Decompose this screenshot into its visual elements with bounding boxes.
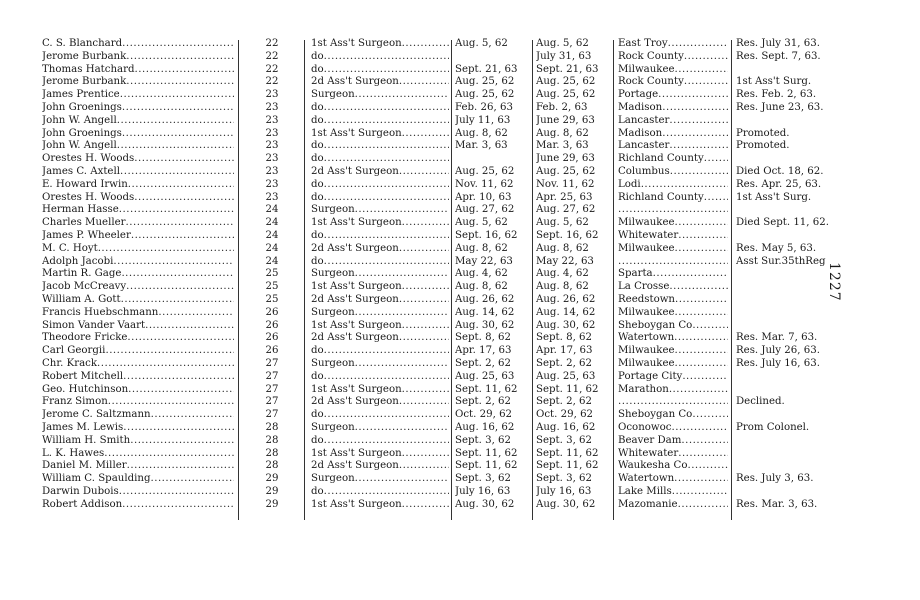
table-row xyxy=(0,422,920,435)
remarks: Asst Sur.35thReg xyxy=(736,255,826,267)
commission-date: July 11, 63 xyxy=(455,114,511,126)
officer-name: William A. Gott ..... xyxy=(42,294,234,307)
officer-name: Theodore Fricke ..... xyxy=(42,332,234,345)
page-number: 1227 xyxy=(826,262,842,302)
remarks: Res. Mar. 7, 63. xyxy=(736,332,818,344)
commission-date: Aug. 30, 62 xyxy=(455,498,515,510)
regiment-number: 23 xyxy=(265,127,279,139)
officer-name: Adolph Jacobi ..... xyxy=(42,256,234,269)
rank: 2d Ass't Surgeon ..... xyxy=(311,294,449,307)
rank: Surgeon ..... xyxy=(311,473,449,486)
table-row xyxy=(0,396,920,409)
residence: East Troy ..... xyxy=(618,38,728,51)
remarks: Declined. xyxy=(736,396,785,408)
remarks: Res. July 3, 63. xyxy=(736,473,814,485)
muster-date: July 31, 63 xyxy=(536,50,592,62)
commission-date: Apr. 10, 63 xyxy=(455,191,512,203)
officer-name: Jerome Burbank ..... xyxy=(42,76,234,89)
table-row xyxy=(0,140,920,153)
regiment-number: 24 xyxy=(265,229,279,241)
table-row xyxy=(0,230,920,243)
regiment-number: 29 xyxy=(265,498,279,510)
residence: Lancaster ..... xyxy=(618,115,728,128)
officer-name: Geo. Hutchinson ..... xyxy=(42,384,234,397)
commission-date: Aug. 30, 62 xyxy=(455,319,515,331)
remarks: Died Oct. 18, 62. xyxy=(736,165,824,177)
residence xyxy=(618,256,728,269)
muster-date: Sept. 16, 62 xyxy=(536,229,599,241)
residence: Richland County ..... xyxy=(618,192,728,205)
rank: do ..... xyxy=(311,102,449,115)
commission-date: Apr. 17, 63 xyxy=(455,345,512,357)
officer-name: Robert Mitchell ..... xyxy=(42,371,234,384)
residence: Milwaukee ..... xyxy=(618,307,728,320)
regiment-number: 24 xyxy=(265,217,279,229)
table-row xyxy=(0,345,920,358)
residence: Marathon ..... xyxy=(618,384,728,397)
residence: Milwaukee ..... xyxy=(618,64,728,77)
remarks: Res. July 16, 63. xyxy=(736,357,820,369)
officer-name: William C. Spaulding ..... xyxy=(42,473,234,486)
commission-date: Sept. 8, 62 xyxy=(455,332,512,344)
commission-date: Sept. 3, 62 xyxy=(455,434,512,446)
regiment-number: 26 xyxy=(265,345,279,357)
muster-date: Aug. 25, 62 xyxy=(536,165,596,177)
muster-date: Apr. 25, 63 xyxy=(536,191,593,203)
residence: Portage ..... xyxy=(618,89,728,102)
residence: Milwaukee ..... xyxy=(618,345,728,358)
rank: Surgeon ..... xyxy=(311,268,449,281)
residence: Portage City ..... xyxy=(618,371,728,384)
officer-name: L. K. Hawes ..... xyxy=(42,448,234,461)
remarks: Res. July 26, 63. xyxy=(736,345,820,357)
table-row xyxy=(0,281,920,294)
officer-name: John W. Angell ..... xyxy=(42,115,234,128)
table-row xyxy=(0,268,920,281)
remarks: Res. June 23, 63. xyxy=(736,101,824,113)
officer-name: William H. Smith ..... xyxy=(42,435,234,448)
table-row xyxy=(0,64,920,77)
remarks: Res. May 5, 63. xyxy=(736,242,817,254)
officer-name: Thomas Hatchard ..... xyxy=(42,64,234,77)
residence: Rock County ..... xyxy=(618,76,728,89)
rank: 1st Ass't Surgeon ..... xyxy=(311,448,449,461)
remarks: Res. July 31, 63. xyxy=(736,38,820,49)
commission-date: Aug. 25, 62 xyxy=(455,165,515,177)
commission-date: Sept. 11, 62 xyxy=(455,447,518,459)
residence: Rock County ..... xyxy=(618,51,728,64)
rank: do ..... xyxy=(311,230,449,243)
rank: do ..... xyxy=(311,64,449,77)
residence: Richland County ..... xyxy=(618,153,728,166)
table-row xyxy=(0,460,920,473)
regiment-number: 26 xyxy=(265,332,279,344)
commission-date: July 16, 63 xyxy=(455,485,511,497)
commission-date: May 22, 63 xyxy=(455,255,513,267)
commission-date: Aug. 5, 62 xyxy=(455,38,508,49)
remarks: 1st Ass't Surg. xyxy=(736,76,812,88)
commission-date: Sept. 11, 62 xyxy=(455,383,518,395)
regiment-number: 23 xyxy=(265,178,279,190)
residence: Milwaukee ..... xyxy=(618,243,728,256)
remarks: Res. Feb. 2, 63. xyxy=(736,89,817,101)
regiment-number: 28 xyxy=(265,434,279,446)
commission-date: Feb. 26, 63 xyxy=(455,101,513,113)
commission-date: Sept. 2, 62 xyxy=(455,396,512,408)
residence xyxy=(618,204,728,217)
residence: Lake Mills ..... xyxy=(618,486,728,499)
table-row xyxy=(0,76,920,89)
regiment-number: 24 xyxy=(265,242,279,254)
muster-date: Aug. 5, 62 xyxy=(536,217,589,229)
remarks: Res. Apr. 25, 63. xyxy=(736,178,822,190)
regiment-number: 25 xyxy=(265,268,279,280)
remarks: Died Sept. 11, 62. xyxy=(736,217,829,229)
muster-date: June 29, 63 xyxy=(536,114,595,126)
commission-date: Aug. 4, 62 xyxy=(455,268,508,280)
officer-name: Jacob McCreavy ..... xyxy=(42,281,234,294)
commission-date: Aug. 8, 62 xyxy=(455,281,508,293)
table-row xyxy=(0,115,920,128)
regiment-number: 29 xyxy=(265,485,279,497)
rank: do ..... xyxy=(311,371,449,384)
muster-date: Aug. 26, 62 xyxy=(536,293,596,305)
officer-name: C. S. Blanchard ..... xyxy=(42,38,234,51)
table-row xyxy=(0,409,920,422)
table-row xyxy=(0,384,920,397)
muster-date: Nov. 11, 62 xyxy=(536,178,595,190)
commission-date: Sept. 21, 63 xyxy=(455,63,518,75)
rank: 1st Ass't Surgeon ..... xyxy=(311,128,449,141)
commission-date: Aug. 14, 62 xyxy=(455,306,515,318)
rank: 2d Ass't Surgeon ..... xyxy=(311,460,449,473)
regiment-number: 28 xyxy=(265,421,279,433)
commission-date: Aug. 8, 62 xyxy=(455,242,508,254)
remarks: Res. Sept. 7, 63. xyxy=(736,50,821,62)
muster-date: Sept. 8, 62 xyxy=(536,332,593,344)
residence: Beaver Dam ..... xyxy=(618,435,728,448)
regiment-number: 28 xyxy=(265,460,279,472)
rank: Surgeon ..... xyxy=(311,358,449,371)
muster-date: Aug. 8, 62 xyxy=(536,281,589,293)
muster-date: Aug. 25, 63 xyxy=(536,370,596,382)
residence: Reedstown ..... xyxy=(618,294,728,307)
residence: Watertown ..... xyxy=(618,473,728,486)
commission-date: Sept. 2, 62 xyxy=(455,357,512,369)
regiment-number: 29 xyxy=(265,473,279,485)
muster-date: Aug. 16, 62 xyxy=(536,421,596,433)
table-row xyxy=(0,166,920,179)
commission-date: Aug. 25, 62 xyxy=(455,89,515,101)
regiment-number: 26 xyxy=(265,319,279,331)
table-row xyxy=(0,435,920,448)
residence: Waukesha Co ..... xyxy=(618,460,728,473)
remarks: 1st Ass't Surg. xyxy=(736,191,812,203)
officer-name: Franz Simon ..... xyxy=(42,396,234,409)
muster-date: Sept. 11, 62 xyxy=(536,383,599,395)
muster-date: Aug. 5, 62 xyxy=(536,38,589,49)
muster-date: Sept. 11, 62 xyxy=(536,447,599,459)
table-row xyxy=(0,128,920,141)
residence: Sheboygan Co ..... xyxy=(618,320,728,333)
commission-date: Aug. 25, 63 xyxy=(455,370,515,382)
table-row xyxy=(0,332,920,345)
table-row xyxy=(0,204,920,217)
table-row xyxy=(0,179,920,192)
residence: Madison ..... xyxy=(618,102,728,115)
officer-name: M. C. Hoyt ..... xyxy=(42,243,234,256)
residence: Sheboygan Co ..... xyxy=(618,409,728,422)
officer-name: Herman Hasse ..... xyxy=(42,204,234,217)
rank: 1st Ass't Surgeon ..... xyxy=(311,217,449,230)
muster-date: Sept. 21, 63 xyxy=(536,63,599,75)
muster-date: Feb. 2, 63 xyxy=(536,101,588,113)
regiment-number: 22 xyxy=(265,76,279,88)
regiment-number: 27 xyxy=(265,370,279,382)
officer-name: Jerome Burbank ..... xyxy=(42,51,234,64)
muster-date: Apr. 17, 63 xyxy=(536,345,593,357)
officer-name: John Groenings ..... xyxy=(42,102,234,115)
commission-date: Sept. 11, 62 xyxy=(455,460,518,472)
regiment-number: 23 xyxy=(265,153,279,165)
muster-date: May 22, 63 xyxy=(536,255,594,267)
muster-date: Aug. 25, 62 xyxy=(536,76,596,88)
table-row xyxy=(0,358,920,371)
regiment-number: 26 xyxy=(265,306,279,318)
residence: Madison ..... xyxy=(618,128,728,141)
table-row xyxy=(0,243,920,256)
officer-name: Francis Huebschmann ..... xyxy=(42,307,234,320)
rank: do ..... xyxy=(311,409,449,422)
officer-name: Martin R. Gage ..... xyxy=(42,268,234,281)
rank: Surgeon ..... xyxy=(311,422,449,435)
officer-name: Orestes H. Woods ..... xyxy=(42,192,234,205)
officer-name: Jerome C. Saltzmann ..... xyxy=(42,409,234,422)
regiment-number: 23 xyxy=(265,101,279,113)
officer-name: Robert Addison ..... xyxy=(42,499,234,512)
rank: do ..... xyxy=(311,486,449,499)
rank: do ..... xyxy=(311,435,449,448)
residence: Columbus ..... xyxy=(618,166,728,179)
commission-date: Aug. 8, 62 xyxy=(455,127,508,139)
muster-date: Aug. 4, 62 xyxy=(536,268,589,280)
residence: Watertown ..... xyxy=(618,332,728,345)
table-row xyxy=(0,256,920,269)
muster-date: Aug. 8, 62 xyxy=(536,127,589,139)
commission-date: Aug. 16, 62 xyxy=(455,421,515,433)
officer-name: James P. Wheeler ..... xyxy=(42,230,234,243)
table-row xyxy=(0,320,920,333)
remarks: Res. Mar. 3, 63. xyxy=(736,498,818,510)
muster-date: Sept. 11, 62 xyxy=(536,460,599,472)
muster-date: July 16, 63 xyxy=(536,485,592,497)
regiment-number: 27 xyxy=(265,409,279,421)
commission-date: Sept. 16, 62 xyxy=(455,229,518,241)
regiment-number: 23 xyxy=(265,89,279,101)
officer-name: Chr. Krack ..... xyxy=(42,358,234,371)
commission-date: Aug. 25, 62 xyxy=(455,76,515,88)
officer-name: E. Howard Irwin ..... xyxy=(42,179,234,192)
rank: do ..... xyxy=(311,345,449,358)
regiment-number: 25 xyxy=(265,281,279,293)
officer-name: James M. Lewis ..... xyxy=(42,422,234,435)
muster-date: Oct. 29, 62 xyxy=(536,409,594,421)
remarks: Promoted. xyxy=(736,140,790,152)
table-row xyxy=(0,448,920,461)
table-row xyxy=(0,51,920,64)
officer-name: John Groenings ..... xyxy=(42,128,234,141)
table-row xyxy=(0,89,920,102)
rank: 2d Ass't Surgeon ..... xyxy=(311,166,449,179)
table-row xyxy=(0,307,920,320)
rank: 1st Ass't Surgeon ..... xyxy=(311,38,449,51)
remarks: Promoted. xyxy=(736,127,790,139)
muster-date: Sept. 2, 62 xyxy=(536,357,593,369)
rank: 2d Ass't Surgeon ..... xyxy=(311,396,449,409)
regiment-number: 23 xyxy=(265,165,279,177)
commission-date: Mar. 3, 63 xyxy=(455,140,508,152)
muster-date: Aug. 8, 62 xyxy=(536,242,589,254)
table-row xyxy=(0,499,920,512)
rank: do ..... xyxy=(311,256,449,269)
residence: Sparta ..... xyxy=(618,268,728,281)
table-row xyxy=(0,38,920,51)
residence: Mazomanie ..... xyxy=(618,499,728,512)
commission-date: Aug. 26, 62 xyxy=(455,293,515,305)
remarks: Prom Colonel. xyxy=(736,421,810,433)
residence xyxy=(618,396,728,409)
commission-date: Nov. 11, 62 xyxy=(455,178,514,190)
rank: 1st Ass't Surgeon ..... xyxy=(311,320,449,333)
commission-date: Sept. 3, 62 xyxy=(455,473,512,485)
regiment-number: 22 xyxy=(265,38,279,49)
table-row xyxy=(0,473,920,486)
roster-table xyxy=(0,38,920,511)
table-row xyxy=(0,153,920,166)
regiment-number: 22 xyxy=(265,50,279,62)
regiment-number: 23 xyxy=(265,191,279,203)
muster-date: Aug. 14, 62 xyxy=(536,306,596,318)
officer-name: James Prentice ..... xyxy=(42,89,234,102)
commission-date: Oct. 29, 62 xyxy=(455,409,513,421)
officer-name: Simon Vander Vaart ..... xyxy=(42,320,234,333)
table-row xyxy=(0,102,920,115)
residence: Milwaukee ..... xyxy=(618,358,728,371)
rank: 1st Ass't Surgeon ..... xyxy=(311,281,449,294)
table-row xyxy=(0,371,920,384)
rank: 1st Ass't Surgeon ..... xyxy=(311,384,449,397)
rank: Surgeon ..... xyxy=(311,204,449,217)
muster-date: Sept. 2, 62 xyxy=(536,396,593,408)
muster-date: Mar. 3, 63 xyxy=(536,140,589,152)
regiment-number: 23 xyxy=(265,114,279,126)
officer-name: John W. Angell ..... xyxy=(42,140,234,153)
officer-name: Charles Mueller ..... xyxy=(42,217,234,230)
rank: 2d Ass't Surgeon ..... xyxy=(311,243,449,256)
residence: Whitewater ..... xyxy=(618,448,728,461)
commission-date: Aug. 27, 62 xyxy=(455,204,515,216)
muster-date: June 29, 63 xyxy=(536,153,595,165)
regiment-number: 24 xyxy=(265,204,279,216)
muster-date: Aug. 30, 62 xyxy=(536,498,596,510)
rank: 1st Ass't Surgeon ..... xyxy=(311,499,449,512)
rank: 2d Ass't Surgeon ..... xyxy=(311,76,449,89)
residence: Whitewater ..... xyxy=(618,230,728,243)
regiment-number: 28 xyxy=(265,447,279,459)
regiment-number: 27 xyxy=(265,383,279,395)
residence: Lodi ..... xyxy=(618,179,728,192)
regiment-number: 25 xyxy=(265,293,279,305)
rank: do ..... xyxy=(311,140,449,153)
residence: Milwaukee ..... xyxy=(618,217,728,230)
rank: 2d Ass't Surgeon ..... xyxy=(311,332,449,345)
officer-name: Orestes H. Woods ..... xyxy=(42,153,234,166)
muster-date: Aug. 27, 62 xyxy=(536,204,596,216)
table-row xyxy=(0,486,920,499)
table-row xyxy=(0,294,920,307)
rank: do ..... xyxy=(311,153,449,166)
regiment-number: 23 xyxy=(265,140,279,152)
table-row xyxy=(0,192,920,205)
rank: do ..... xyxy=(311,179,449,192)
muster-date: Aug. 30, 62 xyxy=(536,319,596,331)
table-row xyxy=(0,217,920,230)
regiment-number: 27 xyxy=(265,357,279,369)
officer-name: James C. Axtell ..... xyxy=(42,166,234,179)
regiment-number: 27 xyxy=(265,396,279,408)
muster-date: Sept. 3, 62 xyxy=(536,434,593,446)
regiment-number: 22 xyxy=(265,63,279,75)
rank: do ..... xyxy=(311,192,449,205)
rank: do ..... xyxy=(311,51,449,64)
rank: Surgeon ..... xyxy=(311,307,449,320)
officer-name: Carl Georgii ..... xyxy=(42,345,234,358)
muster-date: Sept. 3, 62 xyxy=(536,473,593,485)
commission-date: Aug. 5, 62 xyxy=(455,217,508,229)
regiment-number: 24 xyxy=(265,255,279,267)
rank: Surgeon ..... xyxy=(311,89,449,102)
officer-name: Darwin Dubois ..... xyxy=(42,486,234,499)
residence: Oconowoc ..... xyxy=(618,422,728,435)
muster-date: Aug. 25, 62 xyxy=(536,89,596,101)
rank: do ..... xyxy=(311,115,449,128)
officer-name: Daniel M. Miller ..... xyxy=(42,460,234,473)
residence: Lancaster ..... xyxy=(618,140,728,153)
residence: La Crosse ..... xyxy=(618,281,728,294)
